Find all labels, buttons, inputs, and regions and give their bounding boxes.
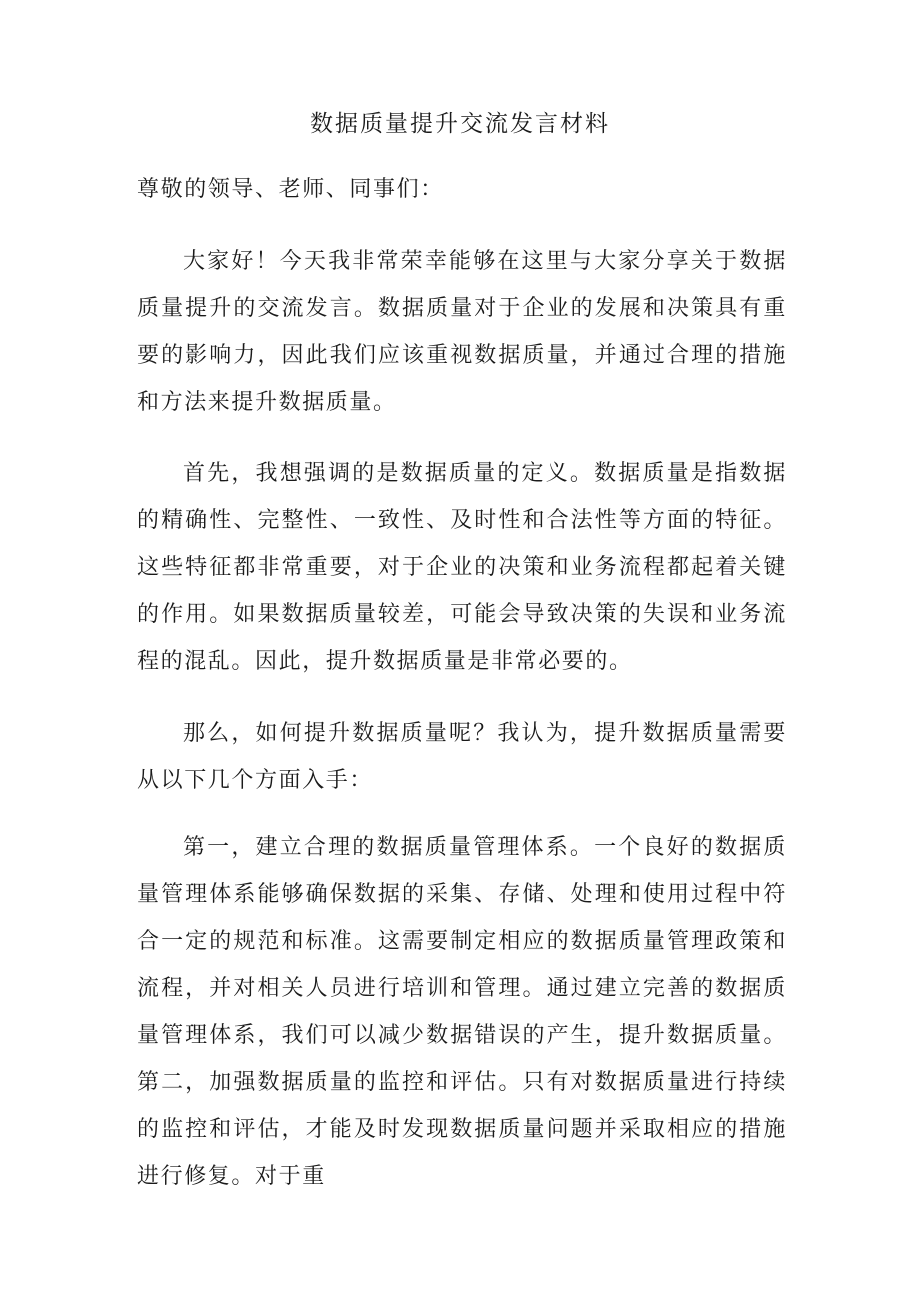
salutation: 尊敬的领导、老师、同事们： xyxy=(137,177,444,202)
paragraph-definition: 首先，我想强调的是数据质量的定义。数据质量是指数据的精确性、完整性、一致性、及时性和合法性等方面的特征。这些特征都非常重要，对于企业的决策和业务流程都起着关键的作用。如果数据质量较差，可能会导致决策的失误和业务流程的混乱。因此，提升数据质量是非常必要的。 xyxy=(137,461,787,674)
paragraph-measures: 第一，建立合理的数据质量管理体系。一个良好的数据质量管理体系能够确保数据的采集、存储、处理和使用过程中符合一定的规范和标准。这需要制定相应的数据质量管理政策和流程，并对相关人员进行培训和管理。通过建立完善的数据质量管理体系，我们可以减少数据错误的产生，提升数据质量。第二，加强数据质量的监控和评估。只有对数据质量进行持续的监控和评估，才能及时发现数据质量问题并采取相应的措施进行修复。对于重 xyxy=(137,835,787,1189)
document-title: 数据质量提升交流发言材料 xyxy=(310,111,610,137)
paragraph-how-to: 那么，如何提升数据质量呢？我认为，提升数据质量需要从以下几个方面入手： xyxy=(137,721,787,793)
paragraph-intro: 大家好！今天我非常荣幸能够在这里与大家分享关于数据质量提升的交流发言。数据质量对于企业的发展和决策具有重要的影响力，因此我们应该重视数据质量，并通过合理的措施和方法来提升数据质量。 xyxy=(137,249,787,415)
